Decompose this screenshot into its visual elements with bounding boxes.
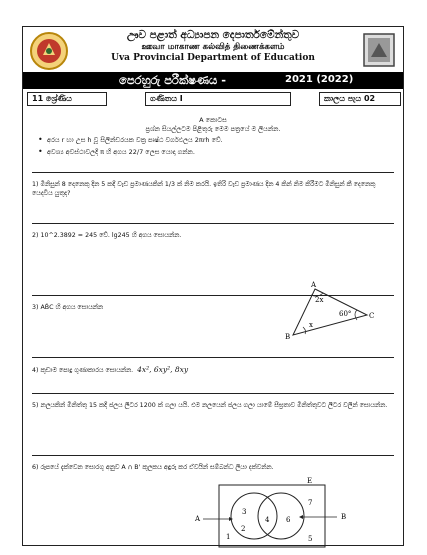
- vertex-c-label: C: [369, 312, 375, 320]
- subject-box: ගණිතය I: [145, 92, 291, 106]
- header-line-sinhala: ඌව පළාත් අධ්‍යාපන දෙපාර්තමේන්තුව: [126, 29, 300, 41]
- exam-year: 2021 (2022): [285, 74, 354, 85]
- region-5-label: 5: [308, 535, 313, 543]
- arrow-b-head: [299, 515, 303, 519]
- angle-b-label: x: [309, 321, 313, 329]
- set-a-label: A: [195, 515, 201, 523]
- question-text: රූපයේ දැක්වෙන සොරගු අනුව A ∩ B' කුලකය අඳුරු කර ඒවයින් සම්බන්ධ ලියා දක්වන්න.: [40, 464, 274, 471]
- subject-row: [27, 92, 401, 107]
- header-line-english: Uva Provincial Department of Education: [111, 53, 315, 63]
- part-title: A කොටස: [199, 116, 227, 124]
- vertex-a-label: A: [311, 281, 317, 289]
- region-1-label: 1: [226, 533, 231, 541]
- question-1: [32, 172, 394, 222]
- header-line-tamil: ஊவா மாகாண கல்வித் திணைக்களம்: [141, 42, 285, 52]
- region-6-label: 6: [286, 516, 291, 524]
- header: [23, 27, 403, 71]
- question-2: [32, 223, 394, 253]
- region-4-label: 4: [265, 516, 270, 524]
- question-number: 4): [32, 367, 39, 374]
- question-text: නලයකින් මිනිත්තු 15 කදී ජලය ලීටර 1200 ක් ගලා යයි. එම නලයෙන් ජලය ගලා යාමේ සීඝ්‍රතාව මිනිත්තුවට ලීටර වලින් සොයන්න.: [40, 402, 388, 409]
- instruction-text: ප්‍රශ්න සියල්ලටම පිළිතුරු මෙම පත්‍රයේ ම ලියන්න.: [145, 125, 281, 133]
- question-text: AB̂C හි අගය සොයන්න: [40, 304, 104, 311]
- set-a-circle: [231, 493, 277, 539]
- formula-bullet: • අරය r හා උස h වූ සිලින්ඩරයක වක්‍ර පෘෂ්ඨ වර්ගඵලය 2πrh වේ.: [47, 136, 223, 145]
- question-5: [32, 393, 394, 441]
- region-2-label: 2: [241, 525, 246, 533]
- region-3-label: 3: [242, 508, 247, 516]
- question-text: කුඩාම පොදු ගුණාකාරය සොයන්න.: [40, 367, 134, 374]
- region-7-label: 7: [308, 499, 313, 507]
- question-number: 6): [32, 464, 39, 471]
- vertex-b-label: B: [285, 333, 291, 341]
- question-number: 3): [32, 304, 39, 311]
- question-math: 4x², 6xy², 8xy: [137, 365, 189, 374]
- exam-title: පෙරහුරු පරීක්ෂණය -: [119, 73, 227, 87]
- question-number: 2): [32, 232, 39, 239]
- question-text: මිනිසුන් 8 දෙනෙකු දින 5 කදී වැඩ ප්‍රමාණයකින් 1/3 ක් නිම කරයි. ඉතිරි වැඩ ප්‍රමාණය දින 4 කින් නිම කිරීමට මිනිසුන් කී දෙනෙකු යෙදවිය යුතුද?: [32, 181, 376, 197]
- exam-page: [22, 26, 404, 546]
- angle-a-label: 2x: [315, 296, 324, 304]
- exam-title-band: [23, 72, 403, 89]
- universal-set-label: E: [307, 477, 313, 485]
- question-4: [32, 357, 394, 392]
- duration-box: කාලය පැය 02: [319, 92, 401, 106]
- question-number: 5): [32, 402, 39, 409]
- venn-diagram: [195, 477, 349, 549]
- angle-arc-b: [303, 327, 306, 334]
- pi-bullet: • අවශ්‍ය අවස්ථාවලදී π හි අගය 22/7 ලෙස යොදා ගන්න.: [47, 148, 195, 157]
- question-number: 1): [32, 181, 39, 188]
- grade-box: 11 ශ්‍රේණිය: [27, 92, 107, 106]
- angle-c-label: 60°: [339, 310, 352, 318]
- triangle-diagram: [285, 281, 375, 341]
- question-text: 10^2.3892 = 245 වේ. lg245 හි අගය සොයන්න.: [40, 232, 182, 239]
- stamp-icon: [363, 33, 395, 67]
- set-b-label: B: [341, 513, 347, 521]
